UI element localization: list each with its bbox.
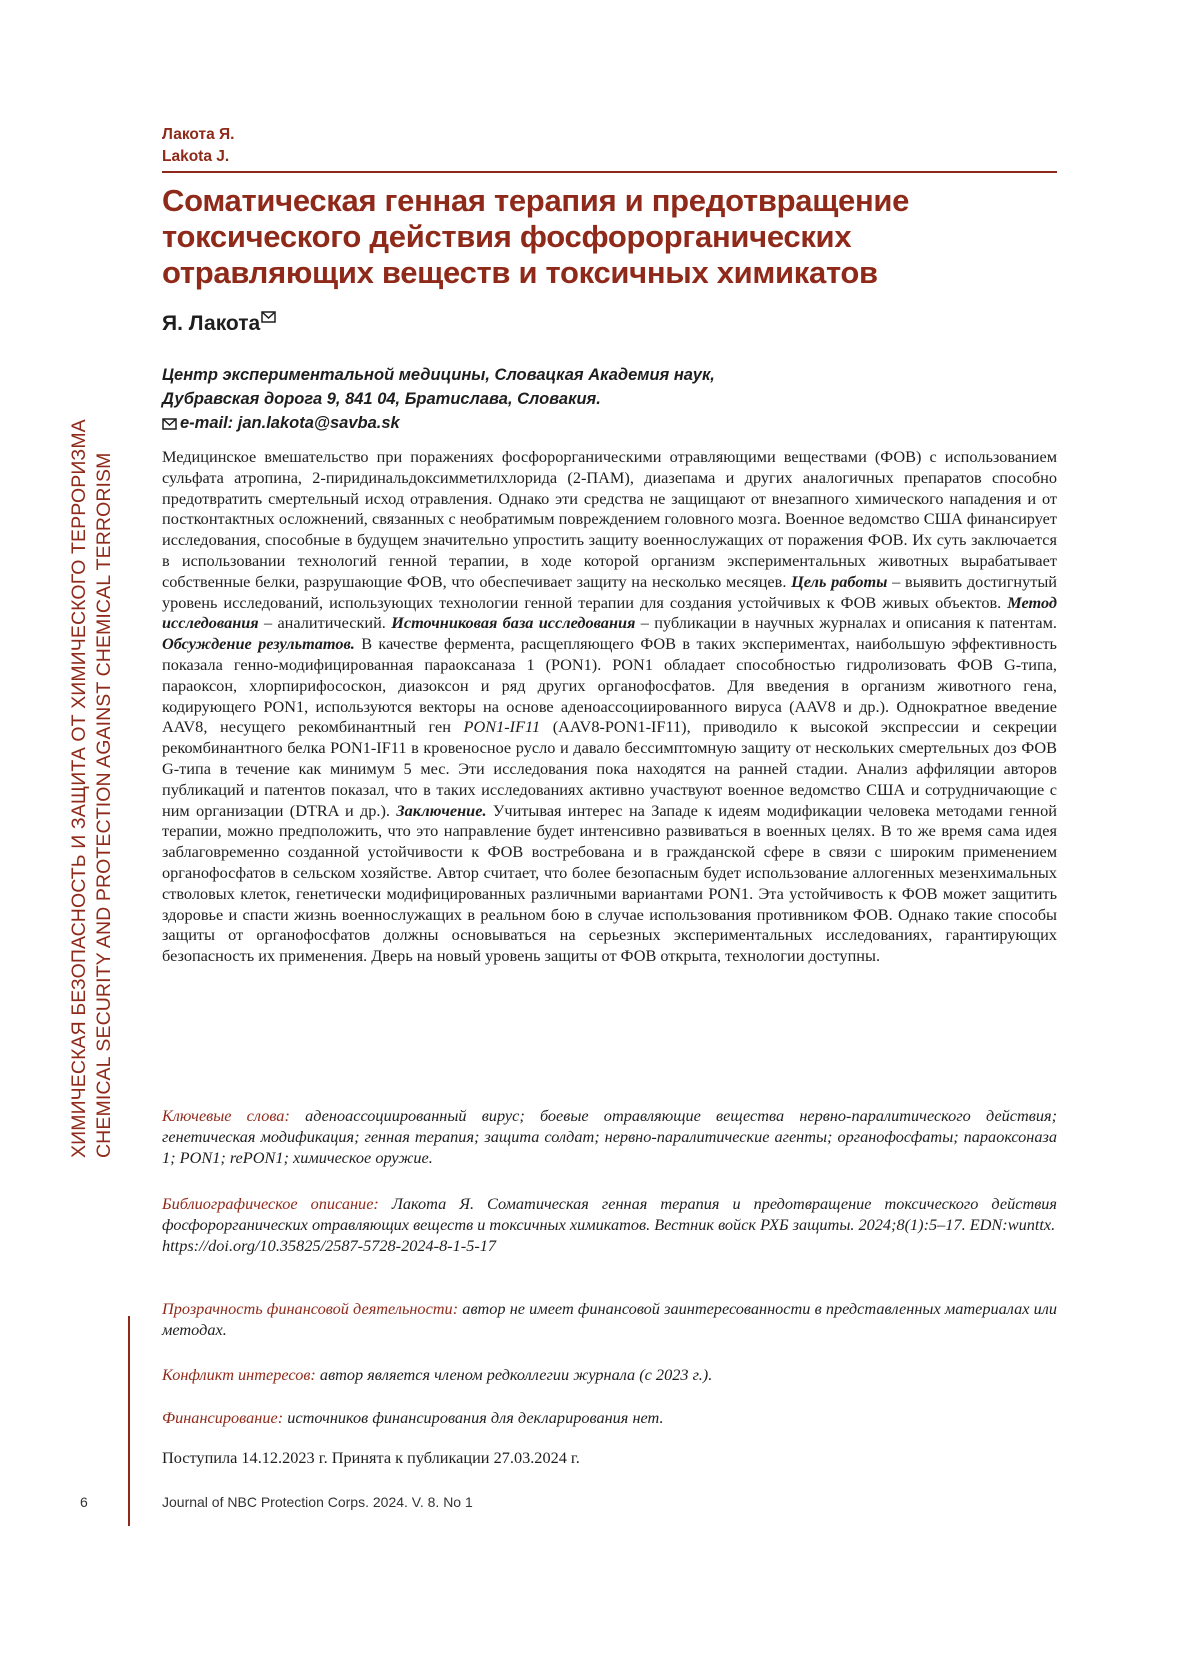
side-title-en: CHEMICAL SECURITY AND PROTECTION AGAINST CHEMICAL TERRORISM: [93, 452, 115, 1158]
source-label: Источниковая база исследования: [391, 613, 636, 633]
page-number: 6: [80, 1494, 88, 1510]
affiliation-line-1: Центр экспериментальной медицины, Словацкая Академия наук,: [162, 366, 715, 384]
source-text: – публикации в научных журналах и описания к патентам.: [640, 613, 1058, 633]
conclusion-label: Заключение.: [396, 800, 487, 820]
method-label: Метод исследования: [162, 592, 1057, 633]
financial-text: автор не имеет финансовой заинтересованности в представленных материалах или методах.: [162, 1299, 1057, 1339]
abstract: [162, 447, 1057, 967]
bibliography-text: Лакота Я. Соматическая генная терапия и предотвращение токсического действия фосфорорганических отравляющих веществ и токсичных химикатов. Вестник войск РХБ защиты. 2024;8(1):5–17. EDN:wunttx.: [162, 1194, 1057, 1234]
journal-citation: Journal of NBC Protection Corps. 2024. V. 8. No 1: [162, 1494, 473, 1510]
email-link[interactable]: e-mail: jan.lakota@savba.sk: [180, 414, 400, 432]
author-name: [162, 312, 276, 336]
article-title: Соматическая генная терапия и предотвращение токсического действия фосфорорганических отравляющих веществ и токсичных химикатов: [162, 183, 910, 290]
running-author: [162, 124, 234, 168]
header-divider: [162, 171, 1057, 173]
funding-text: источников финансирования для декларирования нет.: [287, 1408, 664, 1427]
envelope-icon: [261, 305, 276, 329]
abstract-intro: Медицинское вмешательство при поражениях фосфорорганическими отравляющими веществами (ФОВ) с использованием сульфата атропина, 2-пиридинальдоксимметилхлорида (2-ПАМ), диазепама и других аналогичных препаратов способно предотвратить смертельный исход отравления. Однако эти средства не защищают от внезапного химического нападения и от постконтактных осложнений, связанных с необратимым повреждением головного мозга. Военное ведомство США финансирует исследования, способные в будущем значительно упростить защиту военнослужащих от поражения ФОВ. Их суть заключается в использовании технологий генной терапии, в ходе которой организм экспериментальных животных вырабатывает собственные белки, разрушающие ФОВ, что обеспечивает защиту на несколько месяцев.: [162, 447, 1057, 591]
conflict-of-interest: [162, 1364, 1057, 1385]
aim-label: Цель работы: [791, 571, 888, 591]
conflict-label: Конфликт интересов:: [162, 1365, 316, 1384]
bibliographic-description: [162, 1193, 1057, 1256]
received-dates: Поступила 14.12.2023 г. Принята к публикации 27.03.2024 г.: [162, 1448, 580, 1467]
funding: [162, 1407, 1057, 1428]
funding-label: Финансирование:: [162, 1408, 284, 1427]
results-text-a: В качестве фермента, расщепляющего ФОВ в таких экспериментах, наибольшую эффективность показала генно-модифицированная параоксаназа 1 (PON1). PON1 обладает способностью гидролизовать ФОВ G-типа, параоксон, хлорпирифососкон, диазоксон и ряд других органофосфатов. Для введения в организм животного гена, кодирующего PON1, используются векторы на основе аденоассоциированного вируса (AAV8 и др.). Однократное введение AAV8, несущего рекомбинантный ген: [162, 634, 1057, 737]
keywords: [162, 1105, 1057, 1168]
side-divider: [128, 1316, 130, 1526]
method-text: – аналитический.: [264, 613, 386, 633]
financial-label: Прозрачность финансовой деятельности:: [162, 1299, 459, 1318]
affiliation-line-2: Дубравская дорога 9, 841 04, Братислава, Словакия.: [162, 390, 601, 408]
financial-transparency: [162, 1298, 1057, 1340]
running-author-ru: Лакота Я.: [162, 126, 235, 143]
side-title-ru: ХИМИЧЕСКАЯ БЕЗОПАСНОСТЬ И ЗАЩИТА ОТ ХИМИЧЕСКОГО ТЕРРОРИЗМА: [68, 419, 90, 1158]
results-label: Обсуждение результатов.: [162, 634, 355, 654]
conclusion-text: Учитывая интерес на Западе к идеям модификации человека методами генной терапии, можно предположить, что это направление будет интенсивно развиваться в военных целях. В то же время сама идея заблаговременно созданной устойчивости к ФОВ востребована и в гражданской сфере в связи с широким применением органофосфатов в сельском хозяйстве. Автор считает, что более безопасным будет использование аллогенных мезенхимальных стволовых клеток, генетически модифицированных различными вариантами PON1. Эта устойчивость к ФОВ может защитить здоровье и спасти жизнь военнослужащих в реальном бою в случае использования противником ФОВ. Однако такие способы защиты от органофосфатов должны основываться на серьезных экспериментальных исследованиях, гарантирующих безопасность их применения. Дверь на новый уровень защиты от ФОВ открыта, технологии доступны.: [162, 800, 1057, 966]
aim-text: – выявить достигнутый уровень исследований, использующих технологии генной терапии для создания устойчивых к ФОВ живых объектов.: [162, 571, 1057, 612]
keywords-text: аденоассоциированный вирус; боевые отравляющие вещества нервно-паралитического действия; генетическая модификация; генная терапия; защита солдат; нервно-паралитические агенты; органофосфаты; параоксоназа 1; PON1; rePON1; химическое оружие.: [162, 1106, 1057, 1167]
running-author-en: Lakota J.: [162, 148, 230, 165]
envelope-icon: [162, 418, 177, 430]
keywords-label: Ключевые слова:: [162, 1106, 290, 1125]
affiliation: [162, 363, 1042, 435]
author-name-text: Я. Лакота: [162, 312, 261, 335]
conflict-text: автор является членом редколлегии журнала (с 2023 г.).: [319, 1365, 713, 1384]
doi-link[interactable]: https://doi.org/10.35825/2587-5728-2024-8-1-5-17: [162, 1236, 497, 1255]
gene-name: PON1-IF11: [463, 717, 541, 737]
email-line: [162, 411, 1042, 435]
bibliography-label: Библиографическое описание:: [162, 1194, 379, 1213]
results-text-b: (AAV8-PON1-IF11), приводило к высокой экспрессии и секреции рекомбинантного белка PON1-IF11 в кровеносное русло и давало бессимптомную защиту от нескольких смертельных доз ФОВ G-типа в течение как минимум 5 мес. Эти исследования пока находятся на ранней стадии. Анализ аффиляции авторов публикаций и патентов показал, что в таких исследованиях активно участвуют военное ведомство США и сотрудничающие с ним организации (DTRA и др.).: [162, 717, 1057, 820]
